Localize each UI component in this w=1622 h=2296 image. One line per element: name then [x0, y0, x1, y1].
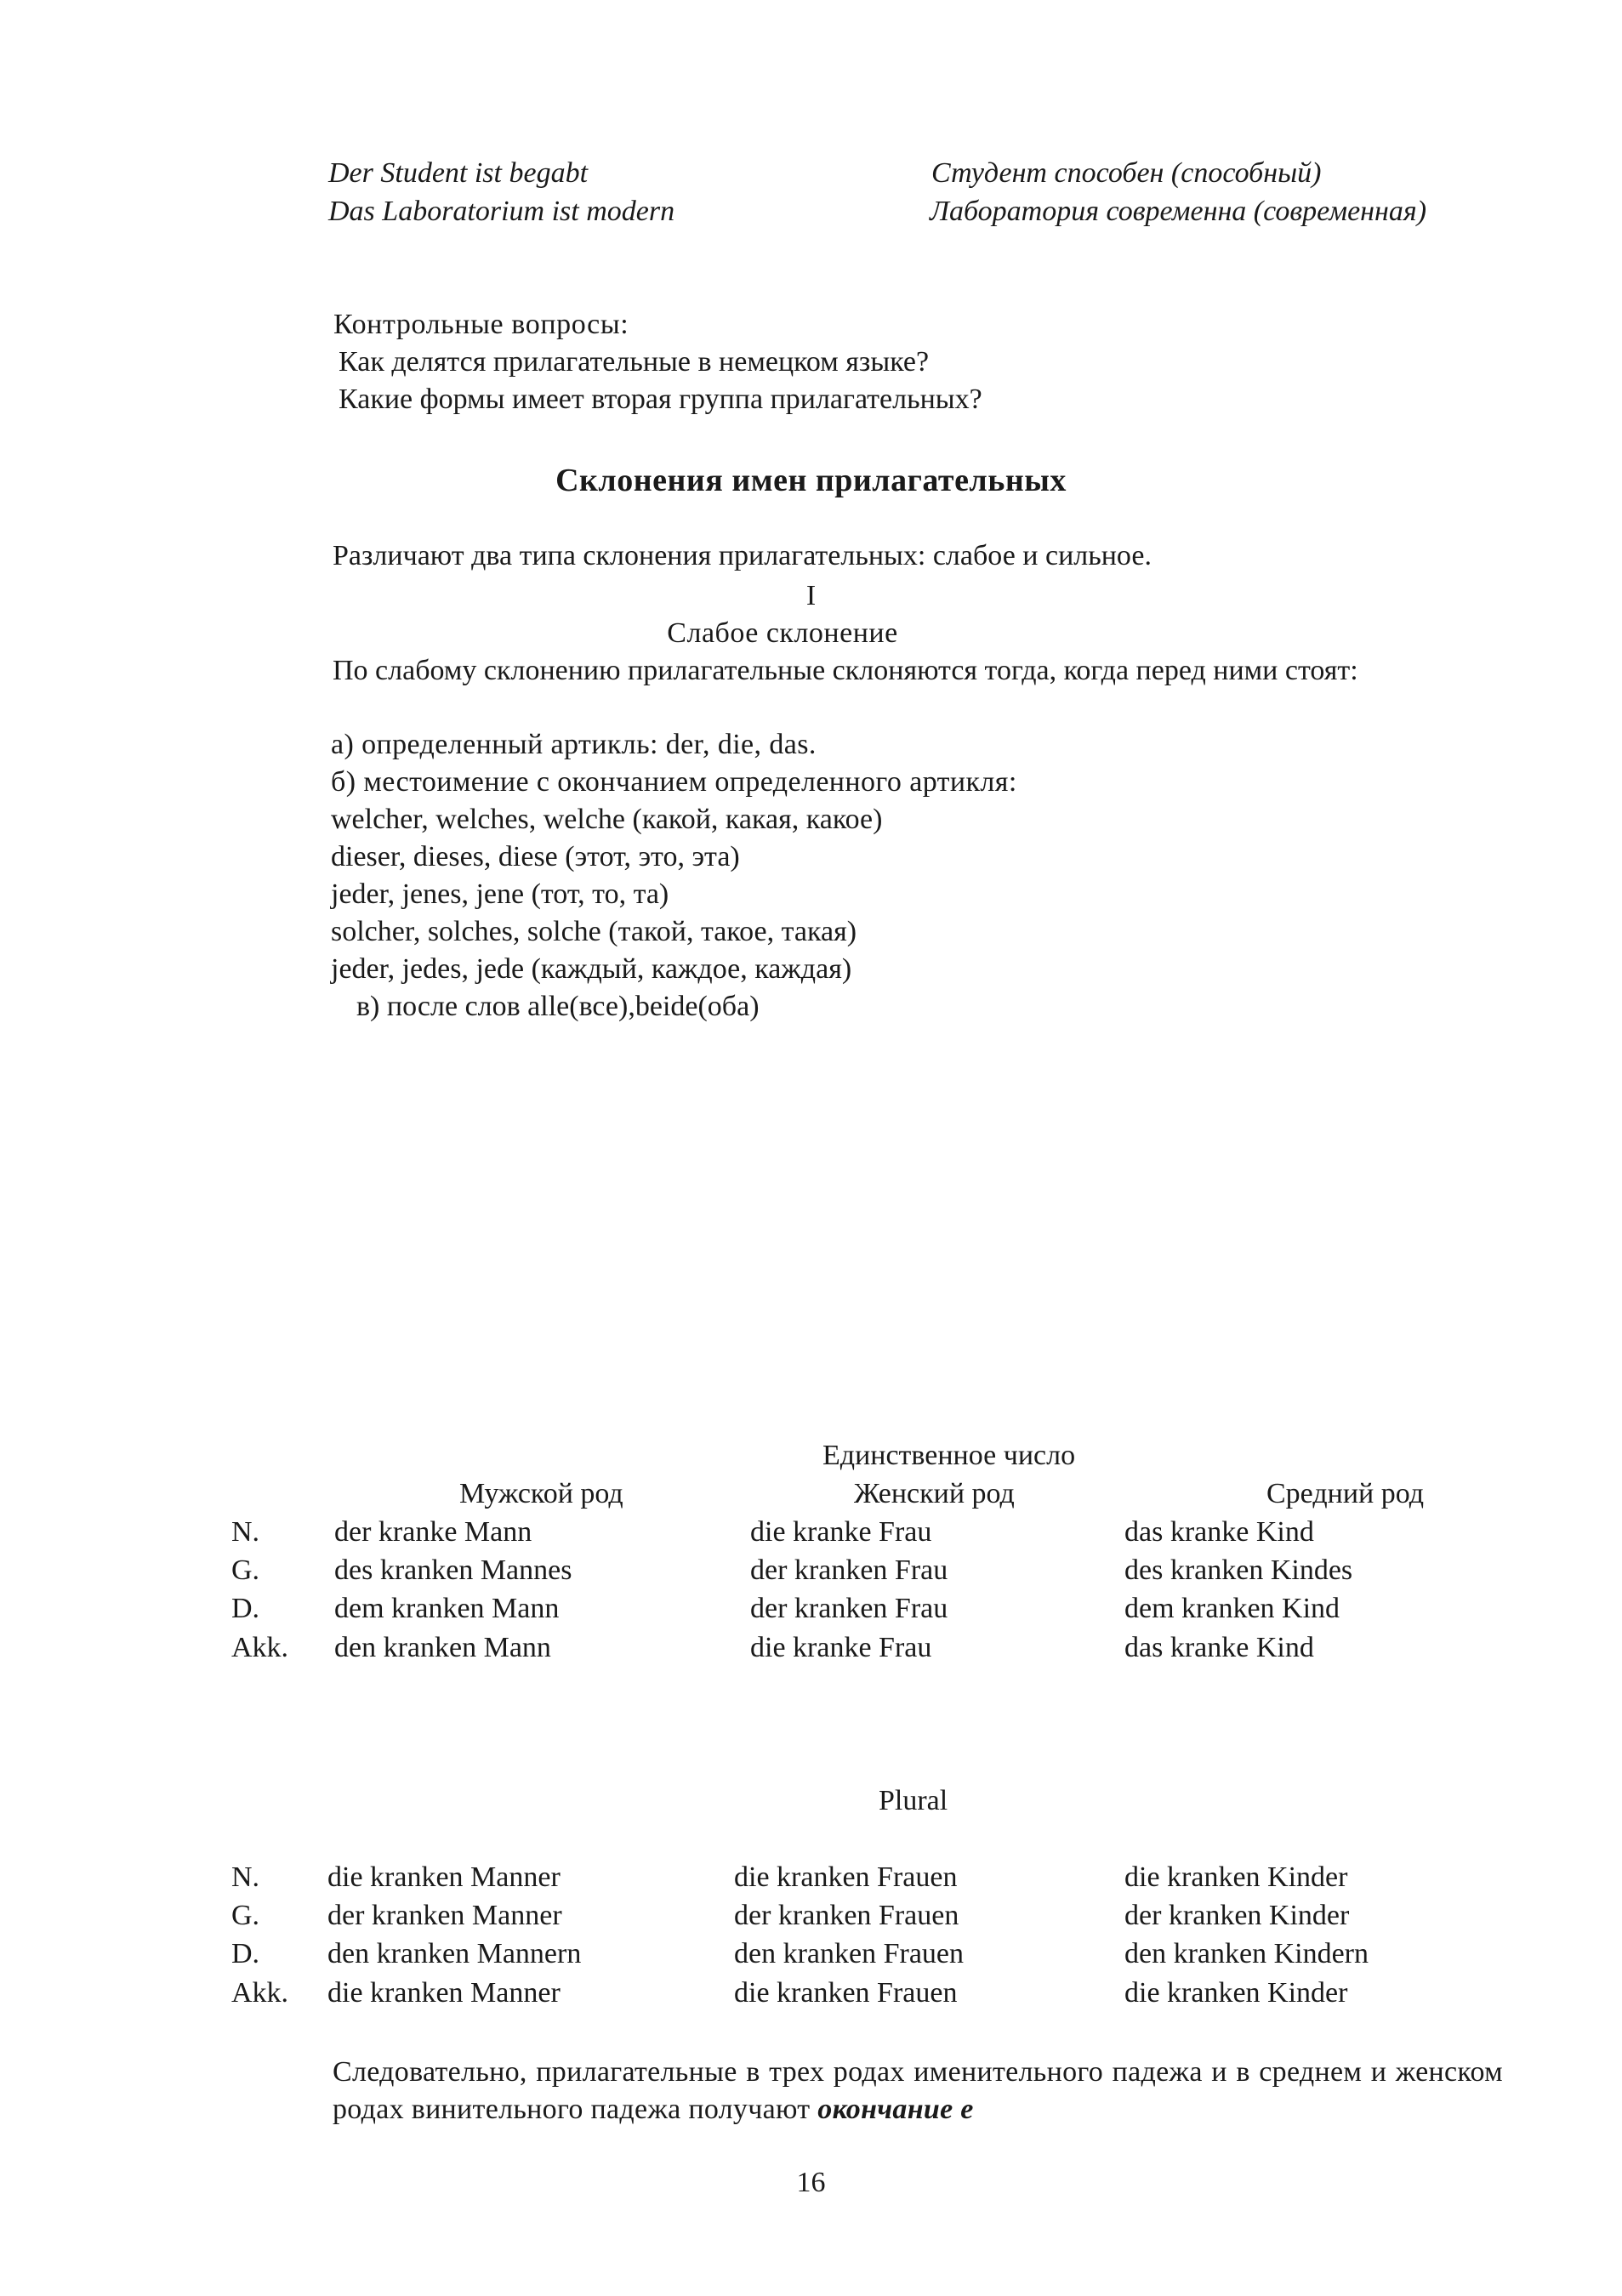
case-label: Akk.: [231, 1632, 289, 1663]
table-cell: die kranke Frau: [750, 1632, 932, 1663]
table-cell: das kranke Kind: [1124, 1632, 1314, 1663]
table-cell: die kranken Manner: [327, 1861, 561, 1893]
intro-text: Различают два типа склонения прилагательных: слабое и сильное.: [333, 540, 1152, 571]
questions-heading: Контрольные вопросы:: [333, 309, 629, 340]
column-header-feminine: Женский род: [854, 1478, 1015, 1509]
table-cell: die kranke Frau: [750, 1516, 932, 1548]
table-cell: des kranken Mannes: [334, 1554, 572, 1586]
case-label: Akk.: [231, 1977, 289, 2009]
list-item: dieser, dieses, diese (этот, это, эта): [331, 841, 740, 872]
list-item: solcher, solches, solche (такой, такое, такая): [331, 916, 857, 947]
table-cell: dem kranken Mann: [334, 1593, 560, 1624]
paragraph: По слабому склонению прилагательные склоняются тогда, когда перед ними стоят:: [333, 655, 1358, 686]
case-label: G.: [231, 1900, 260, 1931]
case-label: G.: [231, 1554, 260, 1586]
table-cell: der kranken Frau: [750, 1554, 948, 1586]
control-questions: [333, 306, 982, 418]
section-title: Склонения имен прилагательных: [555, 463, 1067, 498]
question-item: Как делятся прилагательные в немецком языке?: [339, 346, 930, 378]
table-cell: die kranken Frauen: [734, 1861, 958, 1893]
example-german-1: Der Student ist begabt: [328, 157, 589, 189]
case-label: N.: [231, 1861, 260, 1893]
list-item: в) после слов alle(все),beide(оба): [356, 991, 760, 1022]
table-cell: der kranke Mann: [334, 1516, 532, 1548]
table-cell: den kranken Mannern: [327, 1938, 582, 1969]
list-item: jeder, jedes, jede (каждый, каждое, каждая): [331, 953, 852, 985]
conclusion-paragraph: [333, 2054, 1503, 2128]
conclusion-emphasis: окончание е: [817, 2094, 974, 2125]
list-item: а) определенный артикль: der, die, das.: [331, 729, 817, 760]
table-cell: dem kranken Kind: [1124, 1593, 1340, 1624]
list-item: welcher, welches, welche (какой, какая, какое): [331, 804, 883, 835]
table-cell: den kranken Frauen: [734, 1938, 965, 1969]
list-item: б) местоимение с окончанием определенного артикля:: [331, 766, 1017, 798]
table-cell: des kranken Kindes: [1124, 1554, 1353, 1586]
plural-table-title: Plural: [879, 1785, 948, 1816]
roman-numeral: I: [805, 580, 817, 611]
case-label: D.: [231, 1938, 260, 1969]
table-cell: das kranke Kind: [1124, 1516, 1314, 1548]
table-cell: der kranken Kinder: [1124, 1900, 1350, 1931]
column-header-masculine: Мужской род: [459, 1478, 623, 1509]
table-cell: die kranken Kinder: [1124, 1861, 1348, 1893]
conditions-list: [331, 726, 1017, 1026]
page-number: 16: [796, 2167, 826, 2198]
table-cell: der kranken Frauen: [734, 1900, 959, 1931]
case-label: N.: [231, 1516, 260, 1548]
subsection-title: Слабое склонение: [667, 617, 898, 649]
table-cell: die kranken Kinder: [1124, 1977, 1348, 2009]
example-russian-1: Студент способен (способный): [931, 157, 1322, 189]
question-item: Какие формы имеет вторая группа прилагательных?: [339, 384, 982, 415]
example-german-2: Das Laboratorium ist modern: [328, 196, 675, 227]
table-cell: der kranken Manner: [327, 1900, 562, 1931]
case-label: D.: [231, 1593, 260, 1624]
column-header-neuter: Средний род: [1266, 1478, 1425, 1509]
table-cell: den kranken Mann: [334, 1632, 551, 1663]
table-cell: die kranken Frauen: [734, 1977, 958, 2009]
table-cell: den kranken Kindern: [1124, 1938, 1369, 1969]
table-cell: der kranken Frau: [750, 1593, 948, 1624]
table-cell: die kranken Manner: [327, 1977, 561, 2009]
example-russian-2: Лаборатория современна (современная): [930, 196, 1427, 227]
singular-table-title: Единственное число: [822, 1440, 1076, 1471]
list-item: jeder, jenes, jene (тот, то, та): [331, 878, 669, 910]
conclusion-text: Следовательно, прилагательные в трех родах именительного падежа и в среднем и женском родах винительного падежа получают: [333, 2056, 1503, 2125]
